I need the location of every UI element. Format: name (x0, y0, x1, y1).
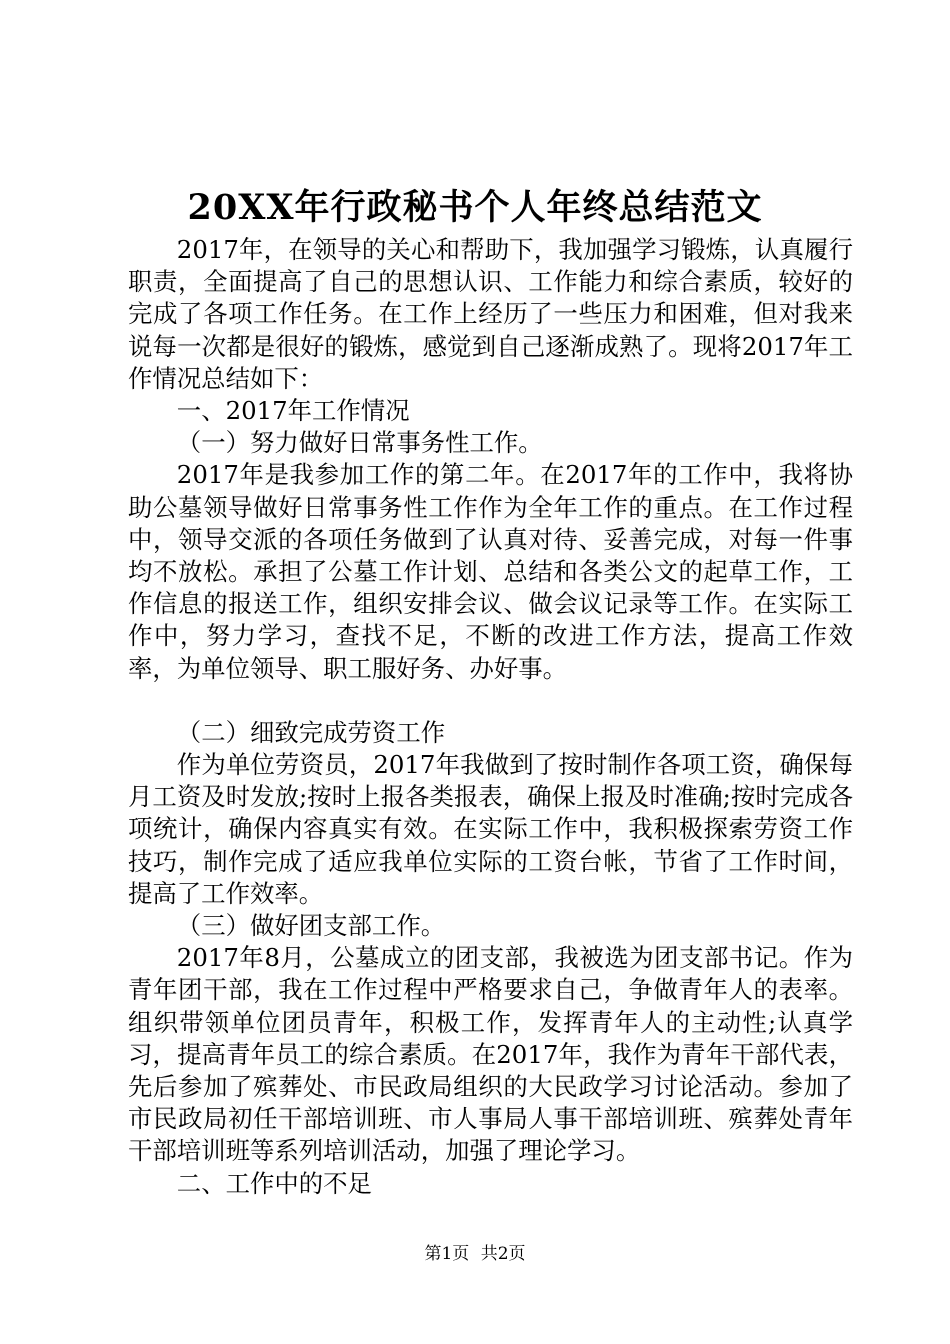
page-total: 共2页 (480, 1244, 526, 1264)
section-heading-1: 一、2017年工作情况 (176, 396, 410, 426)
paragraph-spacer (128, 685, 853, 717)
intro-paragraph: 2017年，在领导的关心和帮助下，我加强学习锻炼，认真履行职责，全面提高了自己的思想认识、工作能力和综合素质，较好的完成了各项工作任务。在工作上经历了一些压力和困难，但对我来说每一次都是很好的锻炼，感觉到自己逐渐成熟了。现将2017年工作情况总结如下： (128, 235, 853, 393)
page-number: 第1页 (424, 1244, 470, 1264)
subsection-paragraph-1: 2017年是我参加工作的第二年。在2017年的工作中，我将协助公墓领导做好日常事务性工作作为全年工作的重点。在工作过程中，领导交派的各项任务做到了认真对待、妥善完成，对每一件事均不放松。承担了公墓工作计划、总结和各类公文的起草工作，工作信息的报送工作，组织安排会议、做会议记录等工作。在实际工作中，努力学习，查找不足，不断的改进工作方法，提高工作效率，为单位领导、职工服好务、办好事。 (128, 460, 853, 683)
page-footer (0, 1242, 950, 1266)
subsection-paragraph-3: 2017年8月，公墓成立的团支部，我被选为团支部书记。作为青年团干部，我在工作过程中严格要求自己，争做青年人的表率。组织带领单位团员青年，积极工作，发挥青年人的主动性;认真学习，提高青年员工的综合素质。在2017年，我作为青年干部代表，先后参加了殡葬处、市民政局组织的大民政学习讨论活动。参加了市民政局初任干部培训班、市人事局人事干部培训班、殡葬处青年干部培训班等系列培训活动，加强了理论学习。 (128, 943, 853, 1166)
subsection-heading-1: （一）努力做好日常事务性工作。 (176, 428, 543, 458)
section-heading-2: 二、工作中的不足 (176, 1168, 372, 1198)
document-body (128, 234, 853, 1200)
subsection-paragraph-2: 作为单位劳资员，2017年我做到了按时制作各项工资，确保每月工资及时发放;按时上报各类报表，确保上报及时准确;按时完成各项统计，确保内容真实有效。在实际工作中，我积极探索劳资工作技巧，制作完成了适应我单位实际的工资台帐，节省了工作时间，提高了工作效率。 (128, 750, 853, 908)
subsection-heading-3: （三）做好团支部工作。 (176, 911, 446, 941)
subsection-heading-2: （二）细致完成劳资工作 (176, 717, 446, 747)
document-title: 20XX年行政秘书个人年终总结范文 (187, 187, 763, 228)
